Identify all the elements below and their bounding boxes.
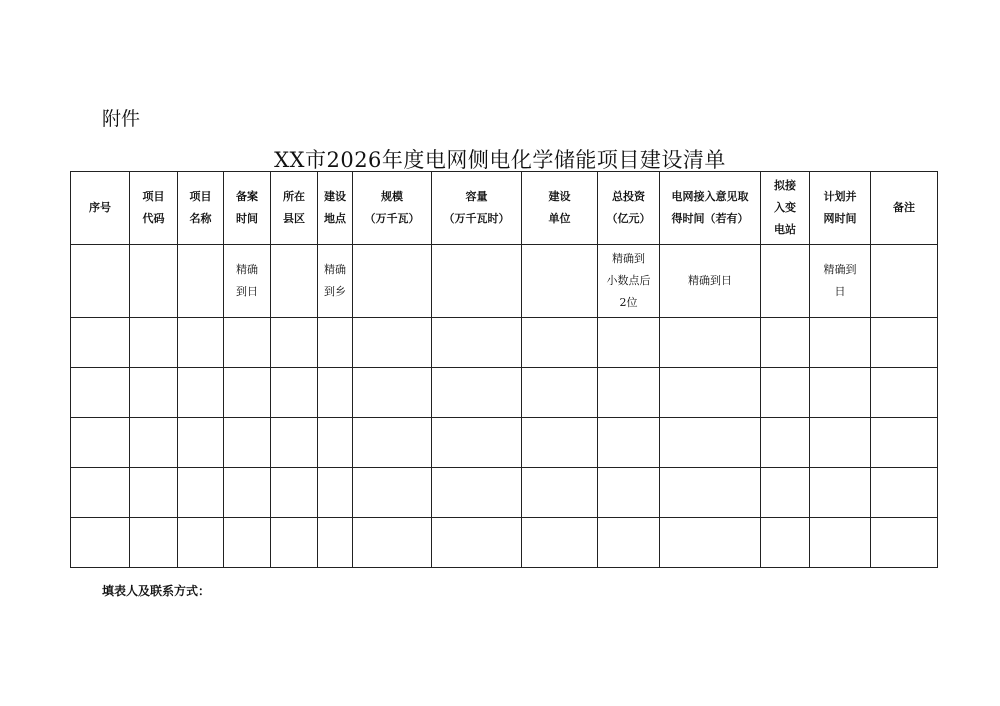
table-row-cell [871, 368, 938, 418]
cell-text: 计划并 [823, 190, 857, 203]
cell-text: 总投资 [612, 190, 645, 203]
cell-text: 日 [834, 285, 846, 298]
notes-row-cell [522, 245, 598, 318]
table-row-cell [353, 468, 432, 518]
table-row-cell [318, 468, 353, 518]
table-row-cell [871, 318, 938, 368]
cell-text: 网时间 [823, 212, 857, 225]
table-row-cell [353, 518, 432, 568]
cell-text: 时间 [236, 212, 258, 225]
cell-text: 容量 [465, 190, 488, 203]
cell-text: 精确到日 [688, 274, 732, 287]
notes-row-cell [353, 245, 432, 318]
table-row-cell [598, 368, 660, 418]
cell-text: 拟接 [774, 179, 796, 192]
header-row-cell [130, 172, 178, 245]
table-row-cell [660, 518, 761, 568]
table-row-cell [271, 418, 318, 468]
header-row-cell [318, 172, 353, 245]
table-row-cell [224, 368, 271, 418]
table-row-cell [224, 318, 271, 368]
cell-text: 所在 [283, 190, 305, 203]
table-row-cell [71, 418, 130, 468]
notes-row-cell [178, 245, 224, 318]
table-row-cell [522, 318, 598, 368]
table-row-cell [318, 418, 353, 468]
cell-text: 2位 [619, 296, 638, 309]
cell-text: 入变 [774, 201, 796, 214]
header-row-cell [71, 172, 130, 245]
table-row-cell [660, 368, 761, 418]
table-row [71, 368, 938, 418]
cell-text: 备注 [893, 201, 915, 214]
table-row-cell [761, 418, 810, 468]
table-row-cell [432, 368, 522, 418]
table-row-cell [810, 368, 871, 418]
notes-row-cell [660, 245, 761, 318]
cell-text: 建设 [324, 190, 346, 203]
notes-row-cell [598, 245, 660, 318]
table-row-cell [130, 468, 178, 518]
table-row-cell [130, 318, 178, 368]
table-row-cell [224, 468, 271, 518]
cell-text: 精确到 [612, 252, 645, 265]
notes-row-cell [761, 245, 810, 318]
table-row-cell [660, 418, 761, 468]
table-row-cell [432, 518, 522, 568]
cell-text: 小数点后 [606, 274, 651, 287]
table-row-cell [318, 518, 353, 568]
table-row-cell [660, 318, 761, 368]
table-row-cell [810, 468, 871, 518]
table-row-cell [761, 518, 810, 568]
notes-row [71, 245, 938, 318]
cell-text: 名称 [189, 212, 212, 225]
table-row-cell [71, 318, 130, 368]
table-row-cell [130, 368, 178, 418]
cell-text: 代码 [142, 212, 165, 225]
cell-text: 精确 [236, 263, 258, 276]
cell-text: 序号 [89, 201, 111, 214]
table-row-cell [178, 468, 224, 518]
header-row-cell [761, 172, 810, 245]
table-row-cell [224, 518, 271, 568]
cell-text: 规模 [381, 190, 403, 203]
header-row-cell [432, 172, 522, 245]
table-row-cell [761, 318, 810, 368]
cell-text: 项目 [189, 190, 212, 203]
cell-text: 项目 [142, 190, 165, 203]
table-row-cell [130, 418, 178, 468]
table-row-cell [598, 518, 660, 568]
table-row-cell [810, 318, 871, 368]
header-row-cell [178, 172, 224, 245]
table-row-cell [522, 368, 598, 418]
table-row-cell [353, 318, 432, 368]
table-row-cell [271, 518, 318, 568]
cell-text: 电站 [774, 223, 796, 236]
attachment-label: 附件 [102, 108, 141, 130]
table-row-cell [810, 518, 871, 568]
notes-row-cell [271, 245, 318, 318]
table-row-cell [178, 518, 224, 568]
table-row-cell [130, 518, 178, 568]
header-row-cell [353, 172, 432, 245]
cell-text: 到日 [236, 285, 258, 298]
table-row-cell [432, 318, 522, 368]
table-row [71, 518, 938, 568]
header-row-cell [871, 172, 938, 245]
cell-text: 精确 [324, 263, 346, 276]
table-row-cell [224, 418, 271, 468]
project-table [70, 171, 938, 568]
table-row-cell [598, 468, 660, 518]
notes-row-cell [810, 245, 871, 318]
table-row-cell [271, 468, 318, 518]
table-row [71, 468, 938, 518]
header-row-cell [271, 172, 318, 245]
notes-row-cell [871, 245, 938, 318]
table-row-cell [522, 518, 598, 568]
document-title: XX市2026年度电网侧电化学储能项目建设清单 [274, 148, 726, 172]
table-row-cell [432, 418, 522, 468]
table-row-cell [178, 418, 224, 468]
table-row-cell [178, 368, 224, 418]
table-row-cell [871, 418, 938, 468]
table-row-cell [71, 468, 130, 518]
table-row-cell [871, 468, 938, 518]
cell-text: 精确到 [823, 263, 857, 276]
table-row-cell [660, 468, 761, 518]
table-row-cell [522, 468, 598, 518]
table-row-cell [761, 468, 810, 518]
notes-row-cell [318, 245, 353, 318]
cell-text: （万千瓦时） [443, 212, 510, 225]
cell-text: 地点 [324, 212, 346, 225]
table-row-cell [761, 368, 810, 418]
table-row-cell [178, 318, 224, 368]
table-row-cell [318, 318, 353, 368]
table-row-cell [522, 418, 598, 468]
notes-row-cell [224, 245, 271, 318]
cell-text: 到乡 [324, 285, 346, 298]
header-row-cell [522, 172, 598, 245]
table-row [71, 318, 938, 368]
table-row [71, 418, 938, 468]
table-row-cell [432, 468, 522, 518]
notes-row-cell [130, 245, 178, 318]
table-row-cell [271, 368, 318, 418]
header-row-cell [598, 172, 660, 245]
table-row-cell [598, 318, 660, 368]
header-row [71, 172, 938, 245]
table-row-cell [271, 318, 318, 368]
cell-text: 电网接入意见取 [671, 190, 749, 203]
cell-text: 备案 [236, 190, 258, 203]
cell-text: 县区 [283, 212, 305, 225]
cell-text: 得时间（若有） [671, 212, 749, 225]
table-row-cell [810, 418, 871, 468]
filler-contact-label: 填表人及联系方式： [102, 584, 211, 598]
header-row-cell [810, 172, 871, 245]
table-row-cell [353, 418, 432, 468]
table-row-cell [71, 368, 130, 418]
cell-text: （亿元） [606, 212, 651, 225]
cell-text: （万千瓦） [364, 212, 420, 225]
table-row-cell [353, 368, 432, 418]
table-row-cell [318, 368, 353, 418]
cell-text: 建设 [548, 190, 571, 203]
notes-row-cell [71, 245, 130, 318]
table-row-cell [871, 518, 938, 568]
header-row-cell [660, 172, 761, 245]
header-row-cell [224, 172, 271, 245]
cell-text: 单位 [548, 212, 571, 225]
table-row-cell [71, 518, 130, 568]
table-row-cell [598, 418, 660, 468]
notes-row-cell [432, 245, 522, 318]
